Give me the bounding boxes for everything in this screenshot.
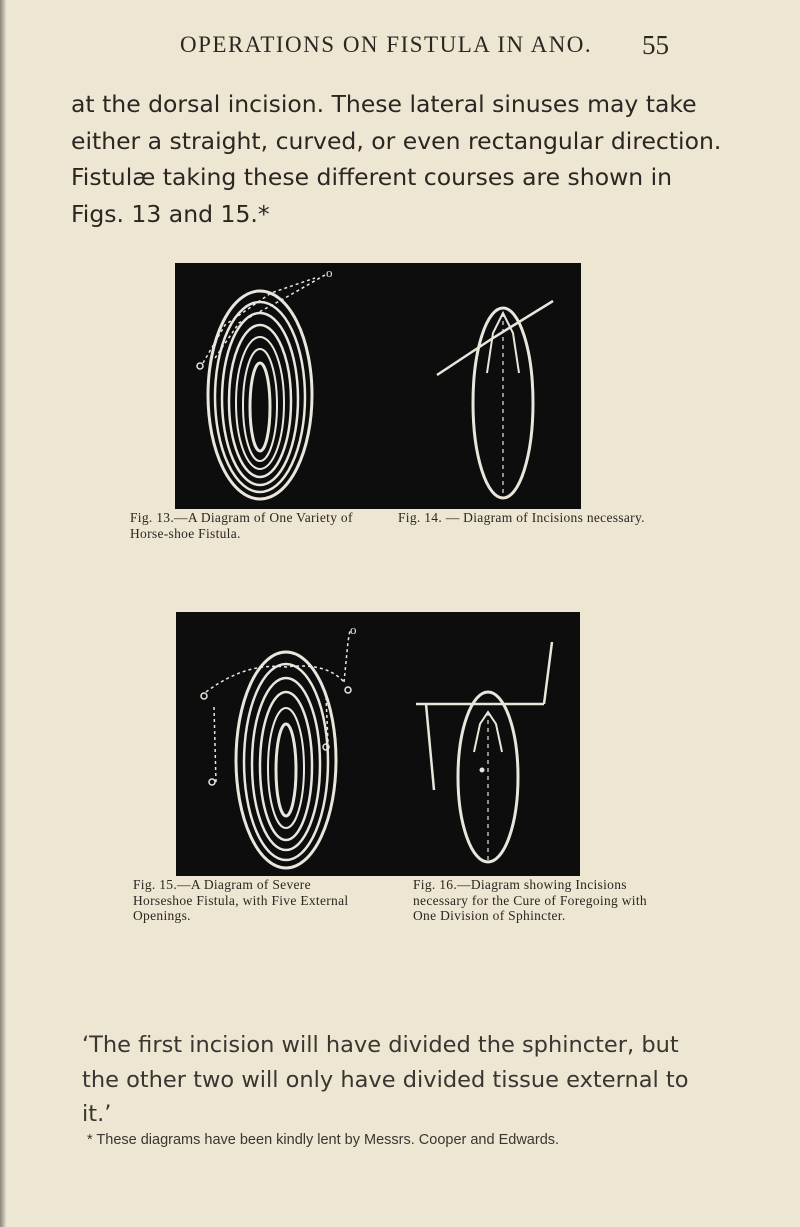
- page-number: 55: [642, 30, 669, 60]
- fig16-caption: Fig. 16.—Diagram showing Incisions necessary for the Cure of Foregoing with One Division of Sphincter.: [413, 877, 647, 923]
- fig15-opening-label: o: [350, 622, 357, 637]
- running-title: OPERATIONS ON FISTULA IN ANO.: [180, 32, 593, 57]
- running-head: [0, 32, 800, 68]
- figure-plate-15-16: [176, 612, 580, 876]
- body-paragraph-top: at the dorsal incision. These lateral sinuses may take either a straight, curved, or even rectangular direction. Fistulæ taking these different courses are shown in Figs. 13 and 15.*: [71, 90, 722, 228]
- body-paragraph-bottom: ‘The first incision will have divided the sphincter, but the other two will only have divided tissue external to it.’: [82, 1032, 689, 1127]
- fig14-incision-diagram: [437, 301, 553, 499]
- fig13-horseshoe-diagram: [197, 275, 325, 499]
- page-edge-shadow: [0, 0, 6, 1227]
- fig13-caption: Fig. 13.—A Diagram of One Variety of Horse-shoe Fistula.: [130, 510, 353, 541]
- fig14-caption: Fig. 14. — Diagram of Incisions necessary.: [398, 510, 645, 525]
- fig13-opening-label: o: [326, 265, 333, 280]
- figure-plate-13-14: [175, 263, 581, 509]
- fig15-horseshoe-diagram: [201, 630, 351, 868]
- figure-13-14-diagram: [175, 263, 581, 509]
- fig16-incision-diagram: [416, 642, 552, 862]
- footnote: * These diagrams have been kindly lent by Messrs. Cooper and Edwards.: [87, 1132, 560, 1148]
- fig15-caption: Fig. 15.—A Diagram of Severe Horseshoe Fistula, with Five External Openings.: [133, 877, 349, 923]
- figure-15-16-diagram: [176, 612, 580, 876]
